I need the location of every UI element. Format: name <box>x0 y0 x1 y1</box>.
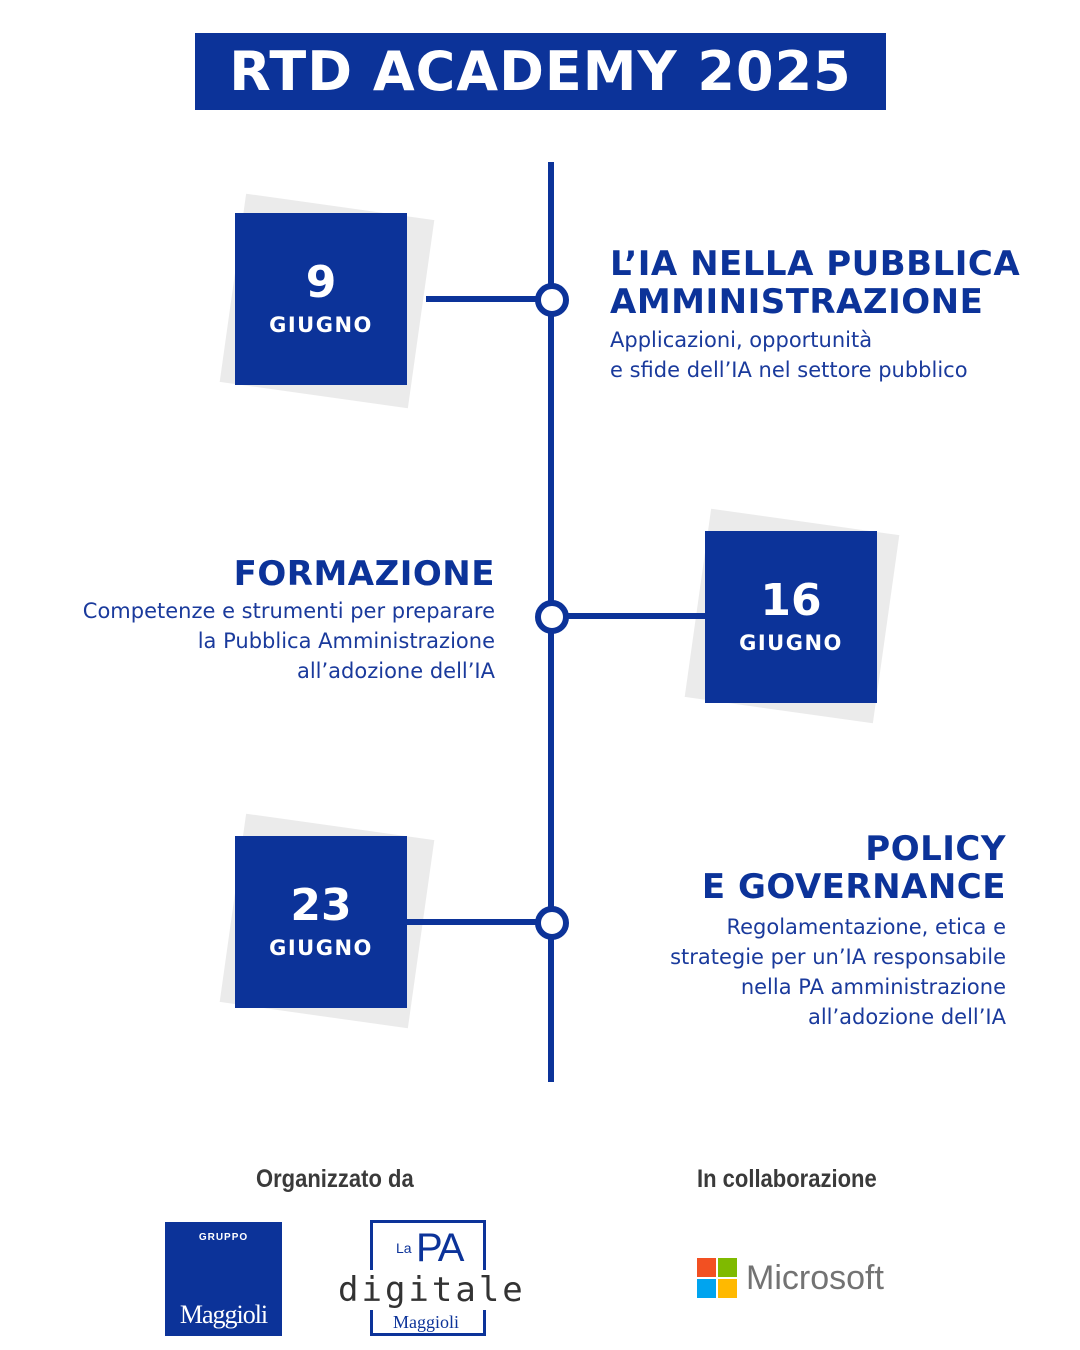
description-line: Applicazioni, opportunità <box>610 328 873 352</box>
description-line: all’adozione dell’IA <box>807 1005 1006 1029</box>
title-banner <box>195 33 886 110</box>
connector-line <box>426 296 540 302</box>
event-heading <box>610 245 1020 321</box>
logo-maggioli-text: Maggioli <box>179 1300 268 1329</box>
date-box-16-giugno <box>705 531 877 703</box>
date-box-9-giugno <box>235 213 407 385</box>
connector-line <box>406 919 540 925</box>
collaboration-label: In collaborazione <box>697 1165 877 1193</box>
heading-line: E GOVERNANCE <box>701 867 1006 907</box>
description-line: all’adozione dell’IA <box>296 659 495 683</box>
logo-gruppo-text: GRUPPO <box>198 1232 249 1243</box>
heading-line: POLICY <box>865 829 1006 869</box>
date-box-23-giugno <box>235 836 407 1008</box>
organized-by-label: Organizzato da <box>256 1165 414 1193</box>
microsoft-logo-text: Microsoft <box>746 1259 884 1297</box>
date-month: GIUGNO <box>269 936 373 960</box>
description-line: nella PA amministrazione <box>740 975 1006 999</box>
heading-line: AMMINISTRAZIONE <box>610 282 984 322</box>
description-line: la Pubblica Amministrazione <box>197 629 495 653</box>
logo-maggioli-text: Maggioli <box>393 1312 459 1332</box>
logo-la-text: La <box>396 1240 412 1256</box>
date-day: 16 <box>760 575 822 626</box>
logo-pa-text: PA <box>416 1226 463 1270</box>
description-line: Competenze e strumenti per preparare <box>82 599 495 623</box>
gruppo-maggioli-logo <box>165 1222 282 1336</box>
date-month: GIUGNO <box>269 313 373 337</box>
heading-line: L’IA NELLA PUBBLICA <box>610 244 1021 284</box>
event-description <box>610 325 968 385</box>
description-line: e sfide dell’IA nel settore pubblico <box>610 358 968 382</box>
date-month: GIUGNO <box>739 631 843 655</box>
event-heading <box>600 830 1006 906</box>
logo-digitale-text: digitale <box>338 1270 526 1310</box>
connector-line <box>560 613 706 619</box>
timeline-node <box>535 600 569 634</box>
event-description <box>560 912 1006 1032</box>
description-line: Regolamentazione, etica e <box>726 915 1006 939</box>
page-title: RTD ACADEMY 2025 <box>229 40 852 103</box>
description-line: strategie per un’IA responsabile <box>670 945 1006 969</box>
microsoft-logo-icon <box>697 1258 737 1298</box>
date-day: 23 <box>290 880 352 931</box>
date-day: 9 <box>305 257 337 308</box>
heading-line: FORMAZIONE <box>233 554 495 594</box>
la-pa-digitale-logo <box>338 1220 526 1338</box>
event-description <box>30 596 495 686</box>
event-heading <box>200 555 495 593</box>
timeline-node <box>535 283 569 317</box>
